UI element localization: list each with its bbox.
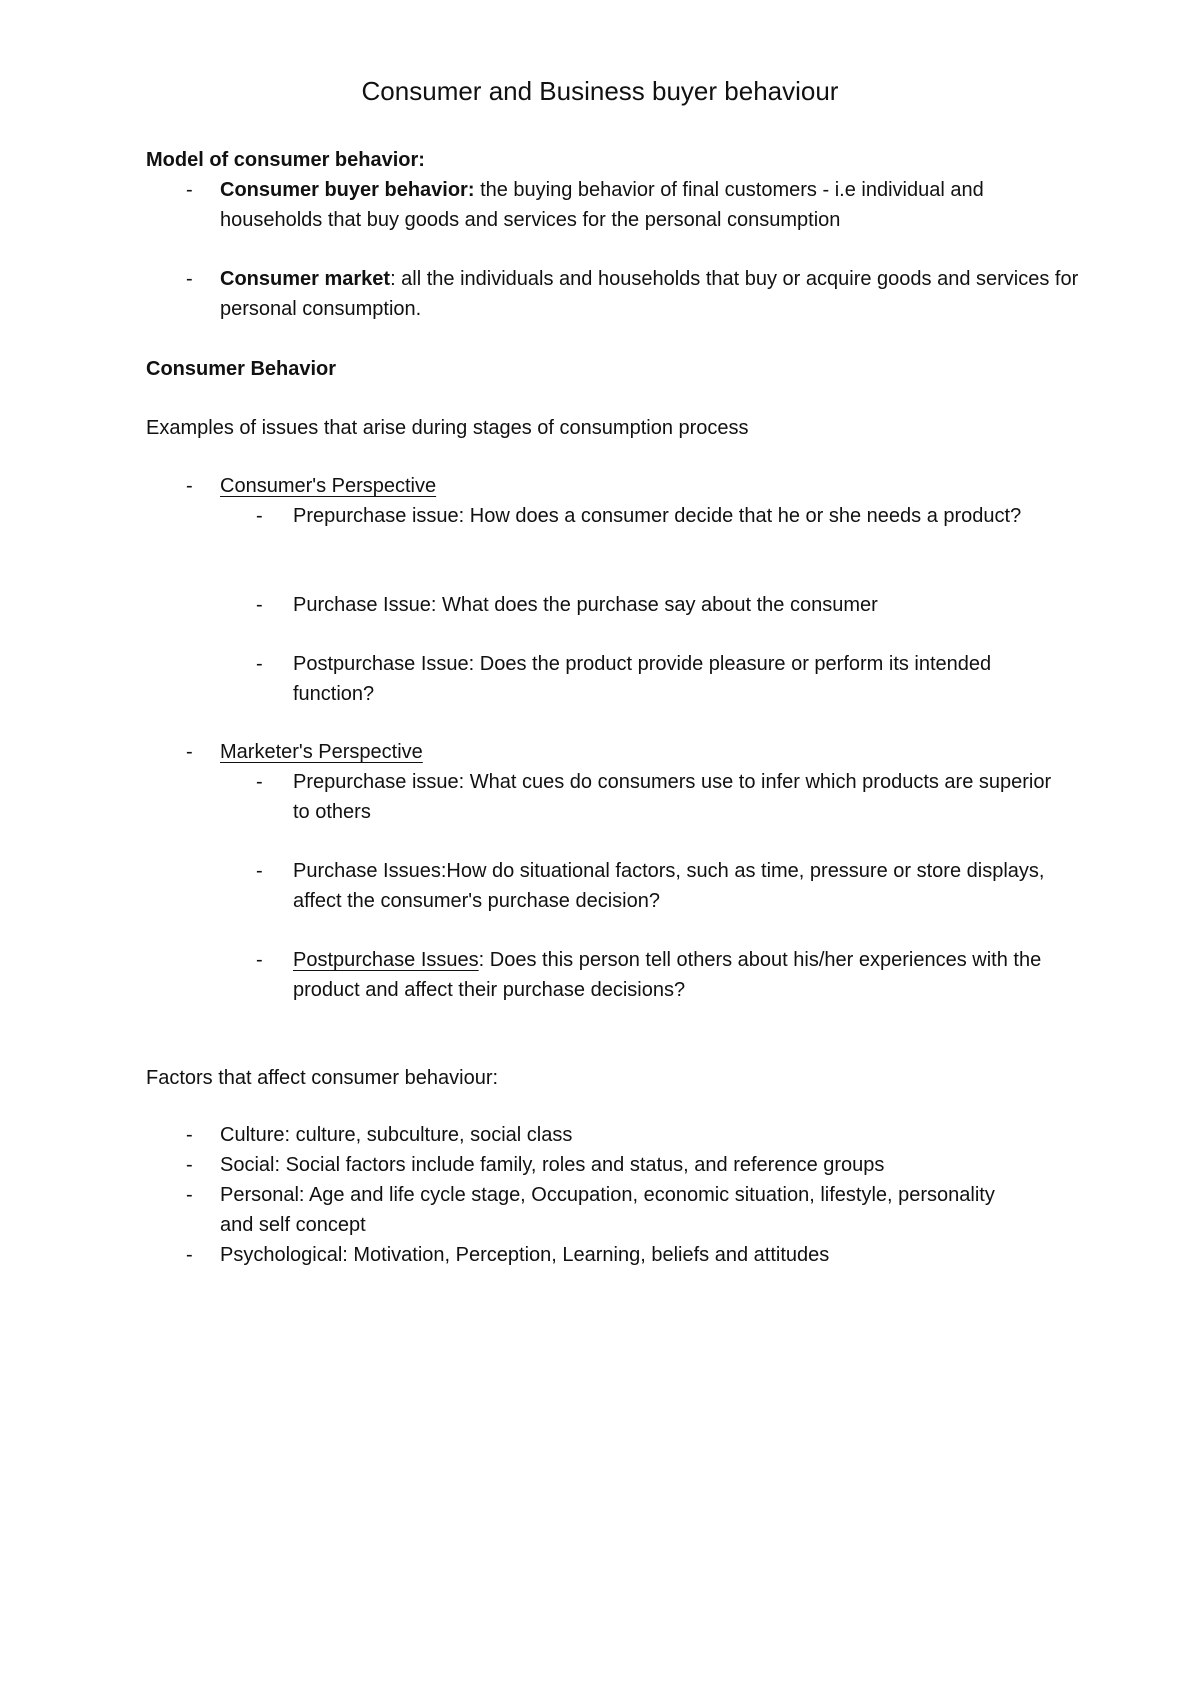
list-item	[256, 945, 1073, 1005]
bullet-dash: -	[186, 1154, 193, 1176]
bullet-dash: -	[186, 179, 193, 201]
consumer-perspective-label: Consumer's Perspective	[220, 475, 437, 497]
bullet-dash: -	[186, 741, 193, 763]
item-text: Social: Social factors include family, roles and status, and reference groups	[220, 1154, 885, 1176]
list-item	[186, 1180, 1000, 1240]
list-item	[186, 1150, 1000, 1180]
item-text: Purchase Issues:How do situational factors, such as time, pressure or store displays, affect the consumer's purchase decision?	[293, 860, 1045, 912]
list-item	[256, 649, 1013, 709]
list-item	[186, 175, 1080, 235]
factors-list	[186, 1120, 1000, 1270]
term-consumer-market: Consumer market	[220, 268, 391, 290]
item-text: Culture: culture, subculture, social class	[220, 1124, 573, 1146]
marketer-perspective-label: Marketer's Perspective	[220, 741, 423, 763]
item-text: Prepurchase issue: How does a consumer decide that he or she needs a product?	[293, 505, 1022, 527]
list-item	[186, 737, 423, 767]
list-item	[256, 767, 1073, 827]
item-text: Postpurchase Issue: Does the product provide pleasure or perform its intended function?	[293, 653, 992, 705]
list-item	[186, 264, 1080, 324]
term-consumer-buyer-behavior: Consumer buyer behavior:	[220, 179, 475, 201]
list-item	[256, 856, 1053, 916]
intro-text: Examples of issues that arise during stages of consumption process	[146, 417, 749, 439]
bullet-dash: -	[256, 949, 263, 971]
item-text: Psychological: Motivation, Perception, Learning, beliefs and attitudes	[220, 1244, 830, 1266]
item-text: : Does this person tell others about his/her experiences with the product and affect their purchase decisions?	[293, 949, 1042, 1001]
list-item	[186, 1240, 1000, 1270]
bullet-dash: -	[256, 860, 263, 882]
section-heading-model: Model of consumer behavior:	[146, 149, 425, 171]
item-text: Purchase Issue: What does the purchase say about the consumer	[293, 594, 878, 616]
bullet-dash: -	[186, 1244, 193, 1266]
definition-text: the buying behavior of final customers - i.e individual and households that buy goods and services for the personal consumption	[220, 179, 984, 231]
bullet-dash: -	[186, 268, 193, 290]
bullet-dash: -	[256, 505, 263, 527]
list-item	[256, 590, 1053, 620]
section-heading-consumer-behavior: Consumer Behavior	[146, 358, 337, 380]
bullet-dash: -	[256, 653, 263, 675]
bullet-dash: -	[186, 1184, 193, 1206]
bullet-dash: -	[186, 475, 193, 497]
bullet-dash: -	[256, 771, 263, 793]
document-title: Consumer and Business buyer behaviour	[361, 76, 839, 106]
list-item	[186, 471, 437, 501]
bullet-dash: -	[256, 594, 263, 616]
postpurchase-issues-label: Postpurchase Issues	[293, 949, 479, 971]
item-text: Personal: Age and life cycle stage, Occupation, economic situation, lifestyle, personality and self concept	[220, 1184, 995, 1236]
definition-text: : all the individuals and households that buy or acquire goods and services for personal consumption.	[220, 268, 1079, 320]
list-item	[186, 1120, 1000, 1150]
bullet-dash: -	[186, 1124, 193, 1146]
factors-intro: Factors that affect consumer behaviour:	[146, 1067, 499, 1089]
list-item	[256, 501, 1053, 531]
item-text: Prepurchase issue: What cues do consumers use to infer which products are superior to others	[293, 771, 1052, 823]
